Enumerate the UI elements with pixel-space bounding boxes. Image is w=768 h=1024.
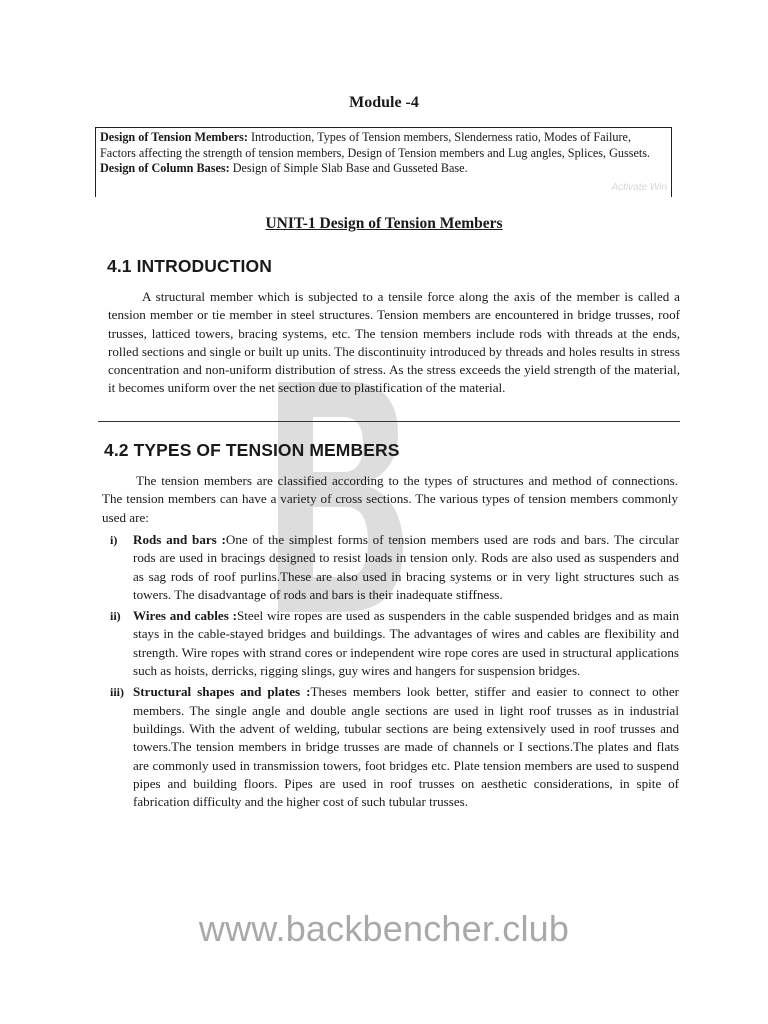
footer-website-url: www.backbencher.club: [198, 908, 570, 949]
activate-windows-overlay: Activate Win: [611, 181, 667, 193]
intro-heading: 4.1 INTRODUCTION: [107, 256, 272, 276]
intro-paragraph: [108, 288, 680, 398]
unit-title: UNIT-1 Design of Tension Members: [265, 215, 503, 232]
section-divider: [98, 421, 680, 422]
syllabus-tension: [100, 130, 667, 161]
syllabus-tension-label: Design of Tension Members:: [100, 130, 248, 144]
list-item: [105, 531, 679, 604]
syllabus-box: [95, 127, 672, 197]
list-item: [105, 607, 679, 680]
syllabus-tension-text: Introduction, Types of Tension members, Slenderness ratio, Modes of Failure, Factors affecting the strength of tension members, Design of Tension members and Lug angles, Splices, Gussets.: [100, 130, 651, 160]
types-paragraph: [102, 472, 678, 527]
syllabus-column-label: Design of Column Bases:: [100, 161, 230, 175]
list-item: [105, 683, 679, 811]
types-list: [105, 531, 679, 814]
types-heading: 4.2 TYPES OF TENSION MEMBERS: [104, 440, 400, 460]
list-item-term: Rods and bars :: [133, 532, 226, 547]
syllabus-column: [100, 161, 667, 177]
module-title: Module -4: [349, 94, 419, 111]
list-item-number: iii): [110, 685, 124, 700]
list-item-text: Theses members look better, stiffer and easier to connect to other members. The single angle and double angle sections are used in light roof trusses as in industrial buildings. With the advent of welding, tubular sections are being extensively used in roof trusses and towers.The tension members in bridge trusses are made of channels or I sections.The plates and flats are commonly used in transmission towers, foot bridges etc. Plate tension members are used to suspend pipes and building floors. Pipes are used in roof trusses on aesthetic considerations, in spite of fabrication difficulty and the higher cost of such tubular trusses.: [133, 684, 679, 810]
list-item-term: Structural shapes and plates :: [133, 684, 311, 700]
list-item-text: Steel wire ropes are used as suspenders in the cable suspended bridges and as main stays in the cable-stayed bridges and buildings. The advantages of wires and cables are flexibility and strength. Wire ropes with strand cores or independent wire rope cores are used in structural applications such as hoists, derricks, rigging slings, guy wires and hangers for suspension bridges.: [133, 608, 679, 679]
intro-paragraph-text: A structural member which is subjected to a tensile force along the axis of the member is called a tension member or tie member in steel structures. Tension members are encountered in bridge trusses, roof trusses, latticed towers, bracing systems, etc. The tension members include rods with threads at the ends, rolled sections and single or built up units. The discontinuity introduced by threads and holes results in stress concentration and non-uniform distribution of stress. As the stress exceeds the yield strength of the material, it becomes uniform over the net section due to plastification of the material.: [108, 289, 680, 396]
types-paragraph-text: The tension members are classified according to the types of structures and method of connections. The tension members can have a variety of cross sections. The various types of tension members commonly used are:: [102, 473, 678, 525]
list-item-text: One of the simplest forms of tension members used are rods and bars. The circular rods are used in bracings designed to resist loads in tension only. Rods are also used as suspenders and as sag rods of roof purlins.These are also used in bracing systems or in very light structures such as towers. The disadvantage of rods and bars is their inadequate stiffness.: [133, 532, 679, 602]
list-item-number: i): [110, 533, 118, 547]
list-item-number: ii): [110, 609, 121, 624]
syllabus-column-text: Design of Simple Slab Base and Gusseted Base.: [229, 161, 468, 175]
list-item-term: Wires and cables :: [133, 608, 237, 624]
